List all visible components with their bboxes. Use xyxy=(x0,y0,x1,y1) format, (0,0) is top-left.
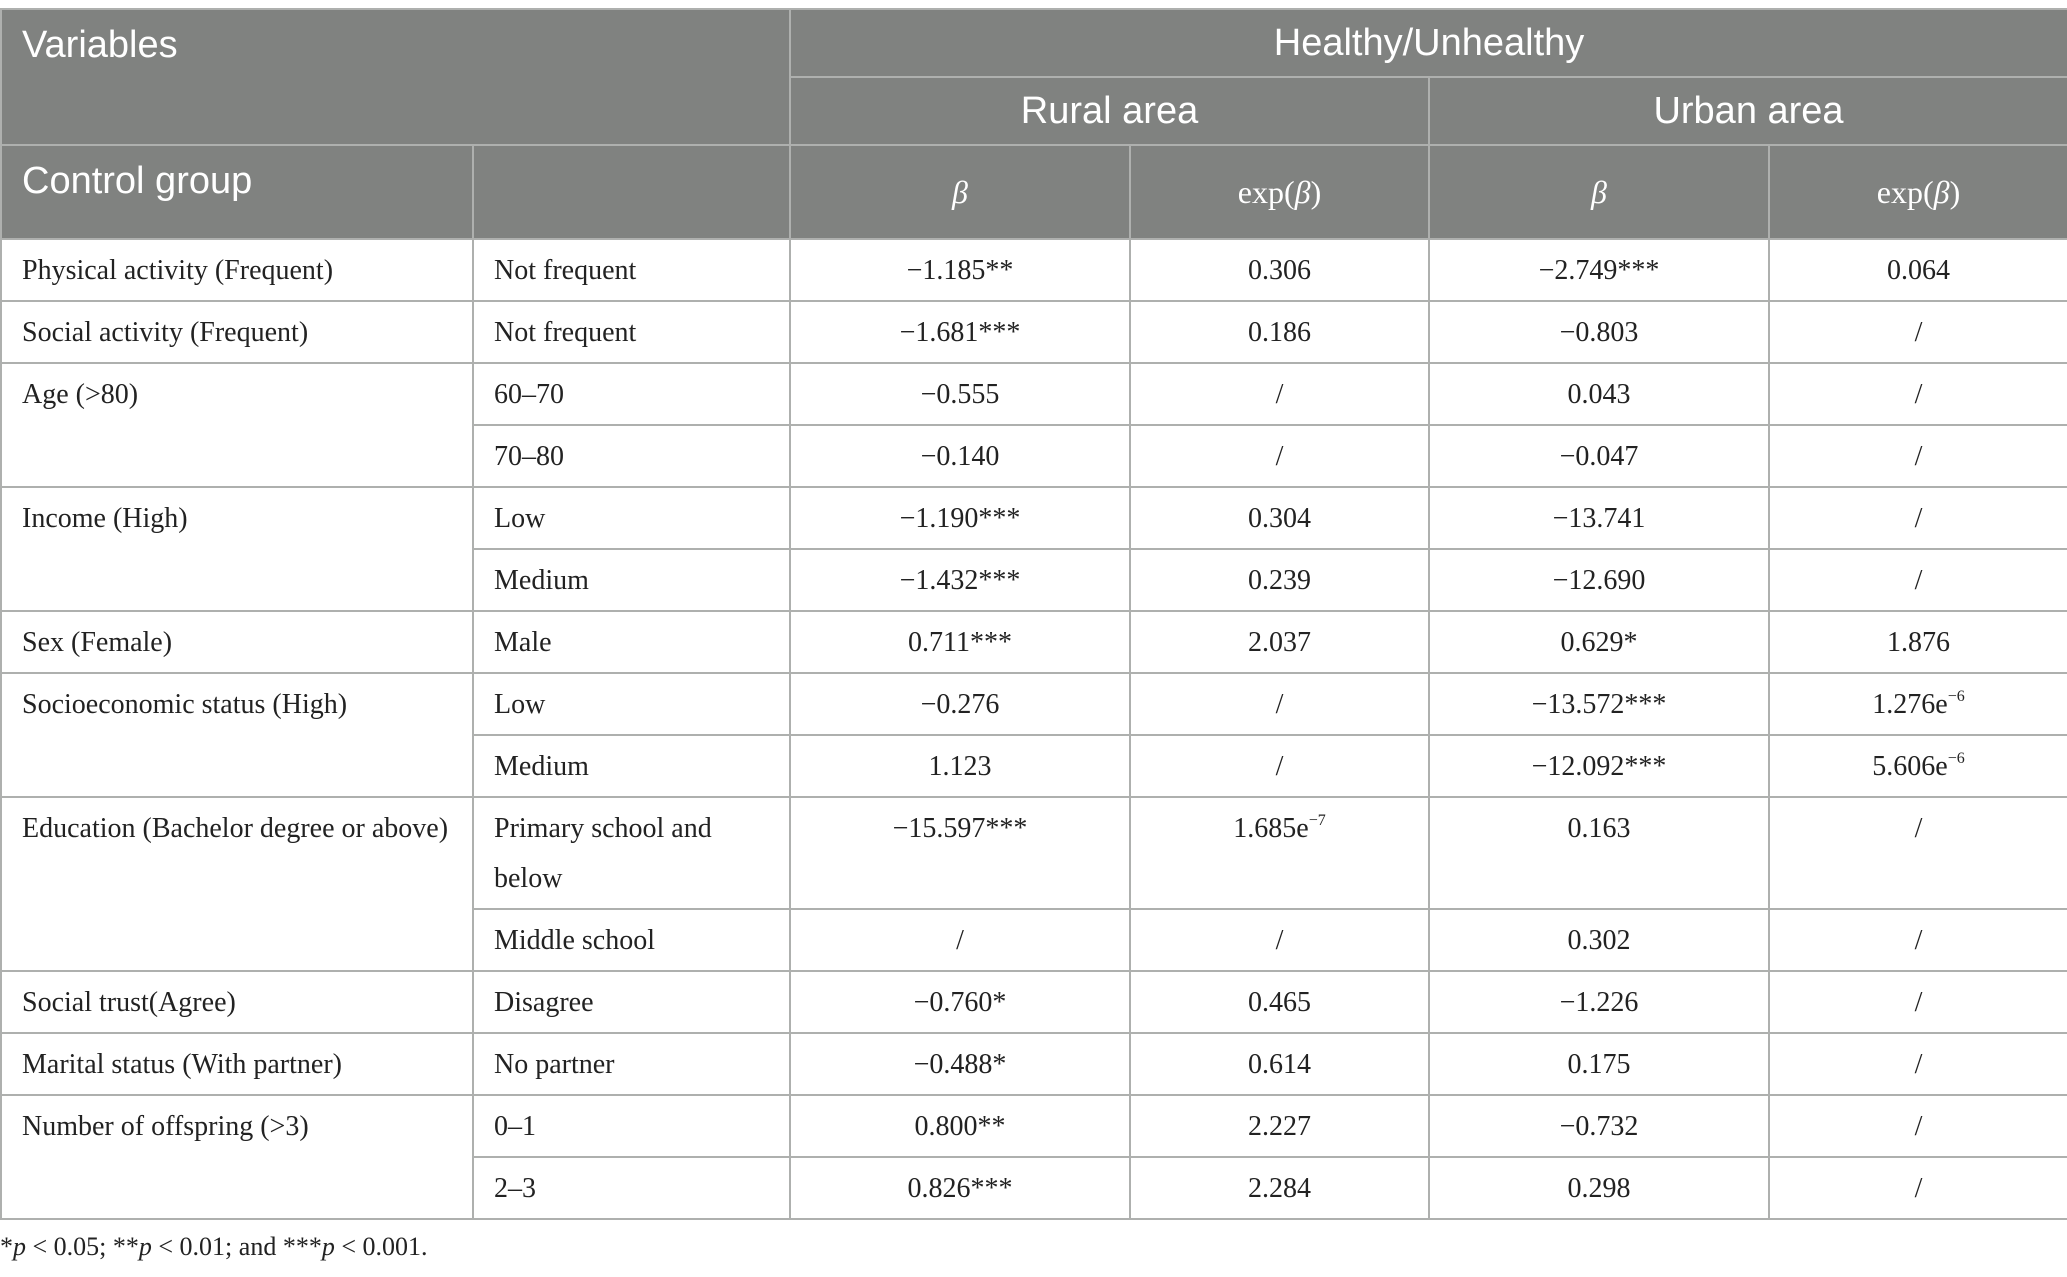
table-row xyxy=(1,673,2067,735)
urban-beta-cell: −13.741 xyxy=(1429,487,1769,549)
variable-cell: Education (Bachelor degree or above) xyxy=(1,797,473,971)
table-row xyxy=(1,797,2067,909)
header-variables: Variables xyxy=(1,9,790,145)
urban-exp-cell: / xyxy=(1769,1033,2067,1095)
header-urban-area: Urban area xyxy=(1429,77,2067,145)
variable-cell: Number of offspring (>3) xyxy=(1,1095,473,1219)
variable-cell: Socioeconomic status (High) xyxy=(1,673,473,797)
table-row xyxy=(1,239,2067,301)
level-cell: 70–80 xyxy=(473,425,790,487)
urban-beta-cell: 0.175 xyxy=(1429,1033,1769,1095)
header-rural-beta: β xyxy=(790,145,1130,239)
urban-beta-cell: −0.047 xyxy=(1429,425,1769,487)
urban-exp-cell: $1.276e^{-6}$ xyxy=(1769,673,2067,735)
header-healthy-unhealthy: Healthy/Unhealthy xyxy=(790,9,2067,77)
level-cell: 60–70 xyxy=(473,363,790,425)
urban-exp-cell: / xyxy=(1769,797,2067,909)
variable-cell: Physical activity (Frequent) xyxy=(1,239,473,301)
rural-exp-cell: 0.186 xyxy=(1130,301,1429,363)
rural-beta-cell: −1.432*** xyxy=(790,549,1130,611)
table-row xyxy=(1,1095,2067,1157)
urban-exp-cell: / xyxy=(1769,363,2067,425)
rural-exp-cell: / xyxy=(1130,735,1429,797)
urban-exp-cell: / xyxy=(1769,301,2067,363)
significance-footnote: *p < 0.05; **p < 0.01; and ***p < 0.001. xyxy=(0,1232,428,1261)
rural-exp-cell: / xyxy=(1130,363,1429,425)
urban-exp-cell: / xyxy=(1769,425,2067,487)
level-cell: Middle school xyxy=(473,909,790,971)
rural-exp-cell: 2.037 xyxy=(1130,611,1429,673)
header-rural-exp-beta: exp(β) xyxy=(1130,145,1429,239)
rural-beta-cell: / xyxy=(790,909,1130,971)
urban-exp-cell: / xyxy=(1769,1157,2067,1219)
header-control-group: Control group xyxy=(1,145,473,239)
header-blank xyxy=(473,145,790,239)
rural-exp-cell: / xyxy=(1130,425,1429,487)
level-cell: Low xyxy=(473,487,790,549)
level-cell: 0–1 xyxy=(473,1095,790,1157)
urban-exp-cell: / xyxy=(1769,971,2067,1033)
variable-cell: Marital status (With partner) xyxy=(1,1033,473,1095)
urban-beta-cell: −0.803 xyxy=(1429,301,1769,363)
level-cell: Medium xyxy=(473,735,790,797)
table-row xyxy=(1,1033,2067,1095)
level-cell: 2–3 xyxy=(473,1157,790,1219)
urban-exp-cell: 0.064 xyxy=(1769,239,2067,301)
urban-beta-cell: 0.298 xyxy=(1429,1157,1769,1219)
level-cell: Low xyxy=(473,673,790,735)
rural-exp-cell: 2.284 xyxy=(1130,1157,1429,1219)
urban-beta-cell: −1.226 xyxy=(1429,971,1769,1033)
urban-beta-cell: −13.572*** xyxy=(1429,673,1769,735)
variable-cell: Social trust(Agree) xyxy=(1,971,473,1033)
variable-cell: Sex (Female) xyxy=(1,611,473,673)
rural-exp-cell: 0.304 xyxy=(1130,487,1429,549)
rural-beta-cell: 0.800** xyxy=(790,1095,1130,1157)
table-row xyxy=(1,971,2067,1033)
table-row xyxy=(1,363,2067,425)
rural-beta-cell: −1.190*** xyxy=(790,487,1130,549)
urban-exp-cell: / xyxy=(1769,487,2067,549)
rural-exp-cell: 0.306 xyxy=(1130,239,1429,301)
rural-beta-cell: −1.681*** xyxy=(790,301,1130,363)
rural-beta-cell: 0.826*** xyxy=(790,1157,1130,1219)
variable-cell: Income (High) xyxy=(1,487,473,611)
level-cell: Male xyxy=(473,611,790,673)
rural-exp-cell: 2.227 xyxy=(1130,1095,1429,1157)
rural-beta-cell: −1.185** xyxy=(790,239,1130,301)
urban-exp-cell: / xyxy=(1769,909,2067,971)
urban-beta-cell: 0.043 xyxy=(1429,363,1769,425)
level-cell: Not frequent xyxy=(473,301,790,363)
header-urban-beta: β xyxy=(1429,145,1769,239)
variable-cell: Social activity (Frequent) xyxy=(1,301,473,363)
rural-beta-cell: −15.597*** xyxy=(790,797,1130,909)
level-cell: No partner xyxy=(473,1033,790,1095)
urban-exp-cell: / xyxy=(1769,1095,2067,1157)
rural-exp-cell: / xyxy=(1130,673,1429,735)
urban-exp-cell: $5.606e^{-6}$ xyxy=(1769,735,2067,797)
table-row xyxy=(1,301,2067,363)
urban-beta-cell: −12.690 xyxy=(1429,549,1769,611)
header-urban-exp-beta: exp(β) xyxy=(1769,145,2067,239)
rural-exp-cell: 0.614 xyxy=(1130,1033,1429,1095)
urban-beta-cell: 0.302 xyxy=(1429,909,1769,971)
rural-beta-cell: 1.123 xyxy=(790,735,1130,797)
rural-beta-cell: −0.555 xyxy=(790,363,1130,425)
table-row xyxy=(1,487,2067,549)
urban-beta-cell: 0.629* xyxy=(1429,611,1769,673)
rural-exp-cell: $1.685e^{-7}$ xyxy=(1130,797,1429,909)
header-rural-area: Rural area xyxy=(790,77,1429,145)
urban-exp-cell: / xyxy=(1769,549,2067,611)
rural-beta-cell: −0.488* xyxy=(790,1033,1130,1095)
urban-beta-cell: −12.092*** xyxy=(1429,735,1769,797)
rural-exp-cell: / xyxy=(1130,909,1429,971)
rural-beta-cell: −0.760* xyxy=(790,971,1130,1033)
level-cell: Not frequent xyxy=(473,239,790,301)
urban-beta-cell: −2.749*** xyxy=(1429,239,1769,301)
level-cell: Disagree xyxy=(473,971,790,1033)
level-cell: Primary school and below xyxy=(473,797,790,909)
rural-beta-cell: −0.276 xyxy=(790,673,1130,735)
level-cell: Medium xyxy=(473,549,790,611)
rural-exp-cell: 0.239 xyxy=(1130,549,1429,611)
table-row xyxy=(1,611,2067,673)
variable-cell: Age (>80) xyxy=(1,363,473,487)
rural-beta-cell: −0.140 xyxy=(790,425,1130,487)
rural-exp-cell: 0.465 xyxy=(1130,971,1429,1033)
urban-beta-cell: 0.163 xyxy=(1429,797,1769,909)
urban-beta-cell: −0.732 xyxy=(1429,1095,1769,1157)
results-table xyxy=(0,8,2067,1220)
rural-beta-cell: 0.711*** xyxy=(790,611,1130,673)
urban-exp-cell: 1.876 xyxy=(1769,611,2067,673)
